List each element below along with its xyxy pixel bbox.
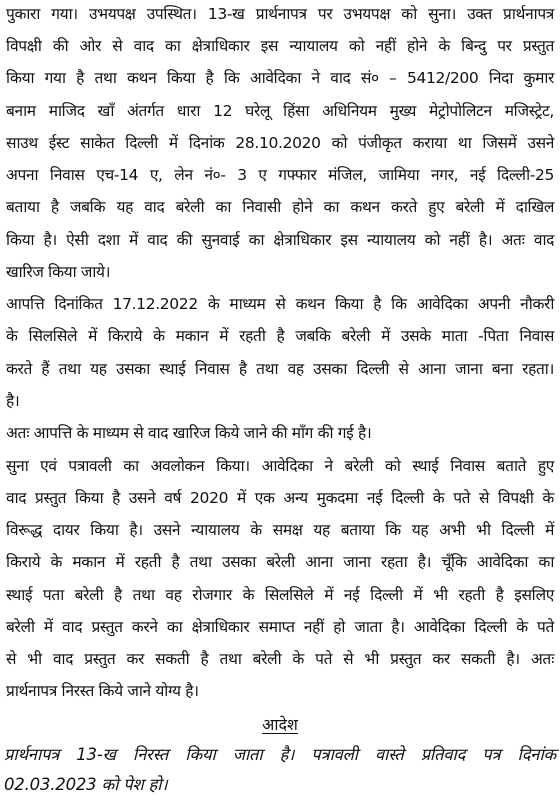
text-line: स्थाई पता बरेली है तथा वह रोजगार के सिलसिले में नई दिल्ली में भी रहती है इसलिए — [6, 586, 554, 604]
order-line: प्रार्थनापत्र 13-ख निरस्त किया जाता है। पत्रावली वास्ते प्रतिवाद पत्र दिनांक — [4, 745, 556, 764]
order-heading — [0, 715, 560, 735]
text-line: बताया है जबकि यह वाद बरेली का निवासी होने का कथन करते हुए बरेली में दाखिल — [6, 198, 554, 216]
text-line: के सिलसिले में किराये के मकान में रहती है जबकि बरेली में उसके माता -पिता निवास — [6, 327, 554, 345]
text-line: है। — [6, 392, 20, 410]
text-line: विपक्षी की ओर से वाद का क्षेत्राधिकार इस न्यायालय को नहीं होने के बिन्दु पर प्रस्तुत — [6, 37, 554, 55]
text-line: किया है। ऐसी दशा में वाद की सुनवाई का क्षेत्राधिकार इस न्यायालय को नहीं है। अतः वाद — [6, 231, 554, 249]
text-line: से भी वाद प्रस्तुत कर सकती है तथा बरेली के पते से भी प्रस्तुत कर सकती है। अतः — [6, 650, 554, 668]
text-line: पुकारा गया। उभयपक्ष उपस्थित। 13-ख प्रार्थनापत्र पर उभयपक्ष को सुना। उक्त प्रार्थनापत्र — [6, 5, 554, 23]
text-line: अपना निवास एच-14 ए, लेन नं०- 3 ए गफ्फार मंजिल, जामिया नगर, नई दिल्ली-25 — [6, 166, 554, 184]
text-line: अतः आपत्ति के माध्यम से वाद खारिज किये जाने की माँग की गई है। — [6, 424, 372, 442]
text-line: विरूद्ध दायर किया है। उसने न्यायालय के समक्ष यह बताया कि यह अभी भी दिल्ली में — [6, 521, 554, 539]
text-line: सुना एवं पत्रावली का अवलोकन किया। आवेदिका ने बरेली को स्थाई निवास बताते हुए — [6, 457, 554, 475]
text-line: बरेली में वाद प्रस्तुत करने का क्षेत्राधिकार समाप्त नहीं हो जाता है। आवेदिका दिल्ली के पते — [6, 618, 554, 636]
text-line: वाद प्रस्तुत किया है उसने वर्ष 2020 में एक अन्य मुकदमा नई दिल्ली के पते से विपक्षी के — [6, 489, 554, 507]
text-line: किराये के मकान में रहती है तथा उसका बरेली आना जाना रहता है। चूँकि आवेदिका का — [6, 553, 554, 571]
text-line: किया गया है तथा कथन किया है कि आवेदिका ने वाद सं० – 5412/200 निदा कुमार — [6, 69, 554, 87]
text-line: खारिज किया जाये। — [6, 263, 111, 281]
order-line: 02.03.2023 को पेश हो। — [4, 775, 168, 794]
text-line: करते हैं तथा यह उसका स्थाई निवास है तथा वह उसका दिल्ली से आना जाना बना रहता। — [6, 360, 554, 378]
order-heading-text: आदेश — [262, 715, 298, 734]
text-line: प्रार्थनापत्र निरस्त किये जाने योग्य है। — [6, 682, 199, 700]
text-line: बनाम माजिद खाँ अंतर्गत धारा 12 घरेलू हिंसा अधिनियम मुख्य मेट्रोपोलिटन मजिस्ट्रेट, — [6, 102, 554, 120]
text-line: साउथ ईस्ट साकेत दिल्ली में दिनांक 28.10.2020 को पंजीकृत कराया था जिसमें उसने — [6, 134, 554, 152]
text-line: आपत्ति दिनांकित 17.12.2022 के माध्यम से कथन किया है कि आवेदिका अपनी नौकरी — [6, 295, 554, 313]
